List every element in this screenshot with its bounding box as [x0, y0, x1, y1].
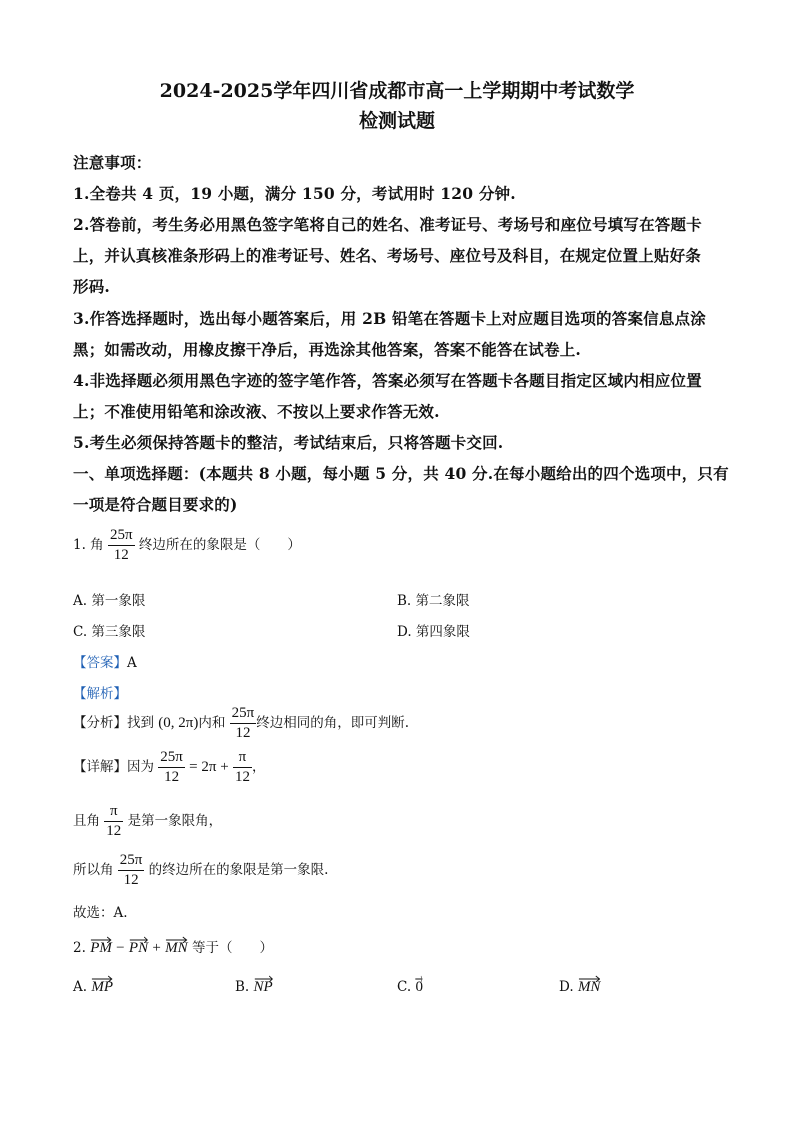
angle-fraction — [108, 528, 135, 563]
option-a — [73, 979, 113, 996]
option-c — [397, 979, 423, 996]
vector-arrow-icon — [91, 970, 113, 978]
vector-np: NP — [254, 979, 273, 996]
fraction-denominator: 12 — [113, 547, 129, 563]
question-number: 2. — [73, 940, 86, 956]
detail-text: 因为 — [127, 759, 154, 775]
question-2-stem — [73, 936, 273, 957]
detail-line — [73, 750, 265, 785]
interval: (0, 2π) — [158, 715, 199, 731]
option-c: C. 第三象限 — [73, 624, 146, 640]
notice-line: 5.考生必须保持答题卡的整洁，考试结束后，只将答题卡交回. — [73, 433, 504, 452]
option-d — [559, 979, 600, 996]
fraction-numerator: 25π — [158, 750, 185, 768]
pi-over-12-fraction — [233, 750, 252, 785]
fenxi-tag: 【分析】 — [73, 715, 127, 731]
vector-arrow-icon — [578, 970, 601, 978]
option-label: C. — [397, 979, 412, 995]
paper-title-line1: 2024-2025学年四川省成都市高一上学期期中考试数学 — [159, 80, 635, 102]
notice-line: 上，并认真核准条形码上的准考证号、姓名、考场号、座位号及科目，在规定位置上贴好条 — [73, 246, 702, 265]
detail-tag: 【详解】 — [73, 759, 127, 775]
choose-line: 故选：A. — [73, 905, 128, 921]
plus-sign: + — [152, 940, 161, 956]
fenxi-text: 终边相同的角，即可判断. — [256, 715, 410, 731]
question-text: 终边所在的象限是（ ） — [138, 537, 301, 553]
question-text: 等于（ ） — [191, 940, 273, 956]
answer-tag: 【答案】 — [73, 655, 127, 671]
fraction-denominator: 12 — [123, 872, 139, 888]
vector-arrow-icon — [254, 970, 273, 978]
paper-title-line2: 检测试题 — [358, 110, 435, 132]
vector-arrow-icon — [415, 970, 423, 978]
answer-value: A — [127, 655, 137, 671]
conclusion-text: 所以角 — [73, 862, 114, 878]
option-d: D. 第四象限 — [397, 624, 470, 640]
notice-line: 3.作答选择题时，选出每小题答案后，用 2B 铅笔在答题卡上对应题目选项的答案信息点涂 — [73, 309, 706, 328]
vector-mn: MN — [165, 940, 188, 957]
reasoning-text: 是第一象限角， — [127, 813, 223, 829]
reasoning-line — [73, 804, 222, 839]
vector-arrow-icon — [90, 931, 112, 939]
analysis-tag: 【解析】 — [73, 686, 127, 702]
fraction-numerator: π — [104, 804, 123, 822]
option-label: B. — [235, 979, 250, 995]
pi-over-12-fraction — [104, 804, 123, 839]
answer-line — [73, 651, 137, 671]
angle-fraction — [230, 706, 257, 741]
fraction-numerator: 25π — [230, 706, 257, 724]
vector-pm: PM — [90, 940, 112, 957]
fenxi-text: 找到 — [127, 715, 154, 731]
conclusion-text: 的终边所在的象限是第一象限. — [148, 862, 329, 878]
question-number: 1. 角 — [73, 537, 104, 553]
fenxi-text: 内和 — [198, 715, 226, 731]
angle-fraction — [118, 853, 145, 888]
fraction-numerator: 25π — [108, 528, 135, 546]
zero-vector: 0 — [415, 979, 423, 996]
section-heading: 一、单项选择题：(本题共 8 小题，每小题 5 分，共 40 分.在每小题给出的四个选项中，只有 — [73, 464, 729, 483]
fraction-numerator: π — [233, 750, 252, 768]
vector-mp: MP — [91, 979, 113, 996]
vector-mn: MN — [578, 979, 601, 996]
notice-heading: 注意事项： — [73, 153, 152, 172]
notice-line: 2.答卷前，考生务必用黑色签字笔将自己的姓名、准考证号、考场号和座位号填写在答题卡 — [73, 215, 702, 234]
option-label: A. — [73, 979, 88, 995]
notice-line: 黑；如需改动，用橡皮擦干净后，再选涂其他答案，答案不能答在试卷上. — [73, 340, 581, 359]
question-1-stem — [73, 528, 301, 563]
notice-line: 形码. — [73, 277, 110, 296]
fraction-denominator: 12 — [164, 769, 180, 785]
fraction-denominator: 12 — [106, 823, 122, 839]
section-heading: 一项是符合题目要求的) — [73, 495, 238, 514]
vector-arrow-icon — [165, 931, 188, 939]
fraction-denominator: 12 — [235, 725, 251, 741]
option-b — [235, 979, 273, 996]
fenxi-line — [73, 706, 409, 741]
notice-line: 4.非选择题必须用黑色字迹的签字笔作答，答案必须写在答题卡各题目指定区域内相应位置 — [73, 371, 702, 390]
equation-text: = 2π + — [189, 759, 229, 775]
angle-fraction — [158, 750, 185, 785]
fraction-numerator: 25π — [118, 853, 145, 871]
option-label: D. — [559, 979, 574, 995]
conclusion-line — [73, 853, 328, 888]
option-a: A. 第一象限 — [73, 593, 146, 609]
minus-sign: − — [116, 940, 125, 956]
notice-line: 1.全卷共 4 页，19 小题，满分 150 分，考试用时 120 分钟. — [73, 184, 516, 203]
vector-arrow-icon — [129, 931, 148, 939]
vector-pn: PN — [129, 940, 148, 957]
notice-line: 上；不准使用铅笔和涂改液、不按以上要求作答无效. — [73, 402, 440, 421]
reasoning-text: 且角 — [73, 813, 100, 829]
punctuation: ， — [251, 759, 266, 775]
option-b: B. 第二象限 — [397, 593, 470, 609]
fraction-denominator: 12 — [234, 769, 250, 785]
